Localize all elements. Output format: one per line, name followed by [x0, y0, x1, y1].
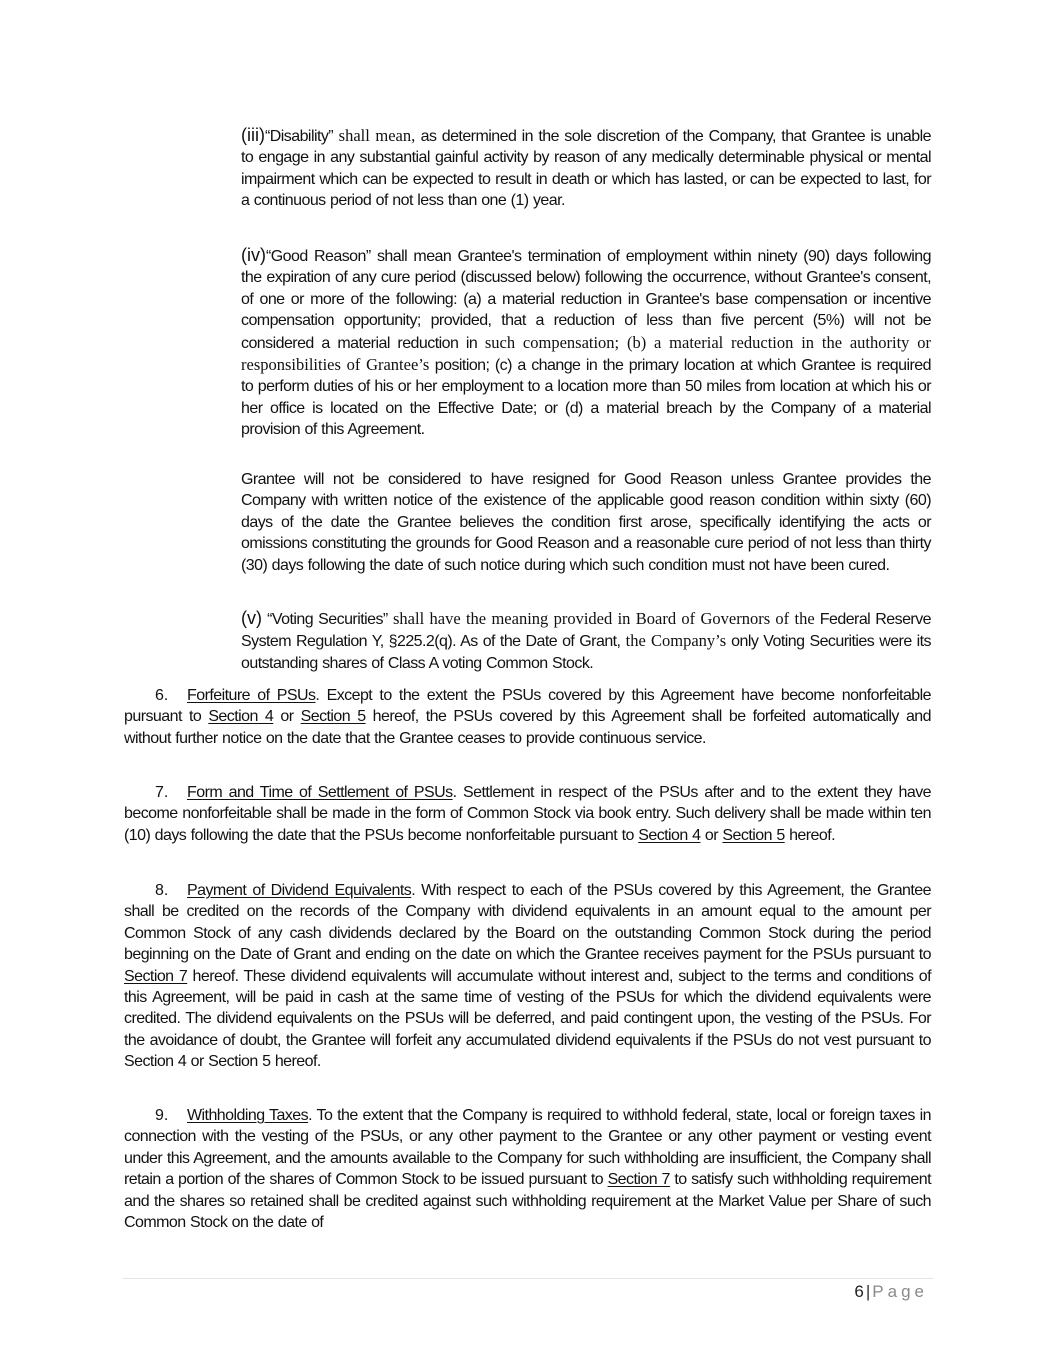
section-7-settlement: 7. Form and Time of Settlement of PSUs. Settlement in respect of the PSUs after and to the extent they have become nonforfeitable shall be made in the form of Common Stock via book entry. Such delivery shall be made within ten (10) days following the date that the PSUs become nonforfeitable pursuant to Section 4 or Section 5 hereof. [124, 784, 931, 844]
definition-label: (iv) [241, 245, 266, 265]
section-7-link[interactable]: Section 7 [124, 967, 188, 985]
definition-term: “Disability” [265, 128, 334, 145]
page-footer [854, 1282, 928, 1302]
section-6-forfeiture: 6. Forfeiture of PSUs. Except to the extent the PSUs covered by this Agreement have become nonforfeitable pursuant to Section 4 or Section 5 hereof, the PSUs covered by this Agreement shall be forfeited automatically and without further notice on the date that the Grantee ceases to provide continuous service. [124, 687, 931, 747]
good-reason-notice-paragraph: Grantee will not be considered to have resigned for Good Reason unless Grantee provides the Company with written notice of the existence of the applicable good reason condition within sixty (60) days of the date the Grantee believes the condition first arose, specifically identifying the acts or omissions constituting the grounds for Good Reason and a reasonable cure period of not less than thirty (30) days following the date of such notice during which such condition must not have been cured. [241, 471, 931, 574]
section-title: Payment of Dividend Equivalents [187, 882, 412, 899]
page-number: 6 [854, 1282, 864, 1301]
section-number: 8. [155, 882, 169, 899]
page-label: Page [872, 1282, 928, 1301]
section-4-link[interactable]: Section 4 [638, 826, 701, 844]
section-7-link[interactable]: Section 7 [607, 1171, 670, 1189]
section-5-link[interactable]: Section 5 [722, 826, 785, 844]
definition-label: (v) [241, 608, 262, 628]
footer-separator: | [865, 1282, 871, 1301]
definition-term: “Good Reason” [266, 248, 371, 265]
section-title: Withholding Taxes [187, 1107, 309, 1124]
section-9-withholding-taxes: 9. Withholding Taxes. To the extent that the Company is required to withhold federal, state, local or foreign taxes in connection with the vesting of the PSUs, or any other payment to the Grantee or any other payment or vesting event under this Agreement, and the amounts available to the Company for such withholding are insufficient, the Company shall retain a portion of the shares of Common Stock to be issued pursuant to Section 7 to satisfy such withholding requirement and the shares so retained shall be credited against such withholding requirement at the Market Value per Share of such Common Stock on the date of [124, 1107, 931, 1232]
section-number: 7. [155, 784, 169, 801]
definition-disability: (iii)“Disability” shall mean, as determined in the sole discretion of the Company, that Grantee is unable to engage in any substantial gainful activity by reason of any medically determinable physical or mental impairment which can be expected to result in death or which has lasted, or can be expected to last, for a continuous period of not less than one (1) year. [241, 125, 931, 210]
section-title: Forfeiture of PSUs [187, 687, 316, 704]
section-number: 6. [155, 687, 169, 704]
definition-term: “Voting Securities” [262, 611, 388, 628]
section-number: 9. [155, 1107, 169, 1124]
footer-divider [122, 1278, 934, 1279]
section-5-link[interactable]: Section 5 [300, 708, 366, 726]
definition-voting-securities: (v) “Voting Securities” shall have the meaning provided in Board of Governors of the Federal Reserve System Regulation Y, §225.2(q). As of the Date of Grant, the Company’s only Voting Securities were its outstanding shares of Class A voting Common Stock. [241, 608, 931, 672]
section-8-dividend-equivalents: 8. Payment of Dividend Equivalents. With respect to each of the PSUs covered by this Agreement, the Grantee shall be credited on the records of the Company with dividend equivalents in an amount equal to the amount per Common Stock of any cash dividends declared by the Board on the outstanding Common Stock during the period beginning on the Date of Grant and ending on the date on which the Grantee receives payment for the PSUs pursuant to Section 7 hereof. These dividend equivalents will accumulate without interest and, subject to the terms and conditions of this Agreement, will be paid in cash at the same time of vesting of the PSUs for which the dividend equivalents were credited. The dividend equivalents on the PSUs will be deferred, and paid contingent upon, the vesting of the PSUs. For the avoidance of doubt, the Grantee will forfeit any accumulated dividend equivalents if the PSUs do not vest pursuant to Section 4 or Section 5 hereof. [124, 882, 931, 1071]
section-title: Form and Time of Settlement of PSUs [187, 784, 453, 801]
section-4-link[interactable]: Section 4 [208, 708, 274, 726]
definition-label: (iii) [241, 125, 265, 145]
definition-good-reason: (iv)“Good Reason” shall mean Grantee's termination of employment within ninety (90) days following the expiration of any cure period (discussed below) following the occurrence, without Grantee's consent, of one or more of the following: (a) a material reduction in Grantee's base compensation or incentive compensation opportunity; provided, that a reduction of less than five percent (5%) will not be considered a material reduction in such compensation; (b) a material reduction in the authority or responsibilities of Grantee’s position; (c) a change in the primary location at which Grantee is required to perform duties of his or her employment to a location more than 50 miles from location at which his or her office is located on the Effective Date; or (d) a material breach by the Company of a material provision of this Agreement. [241, 245, 931, 439]
